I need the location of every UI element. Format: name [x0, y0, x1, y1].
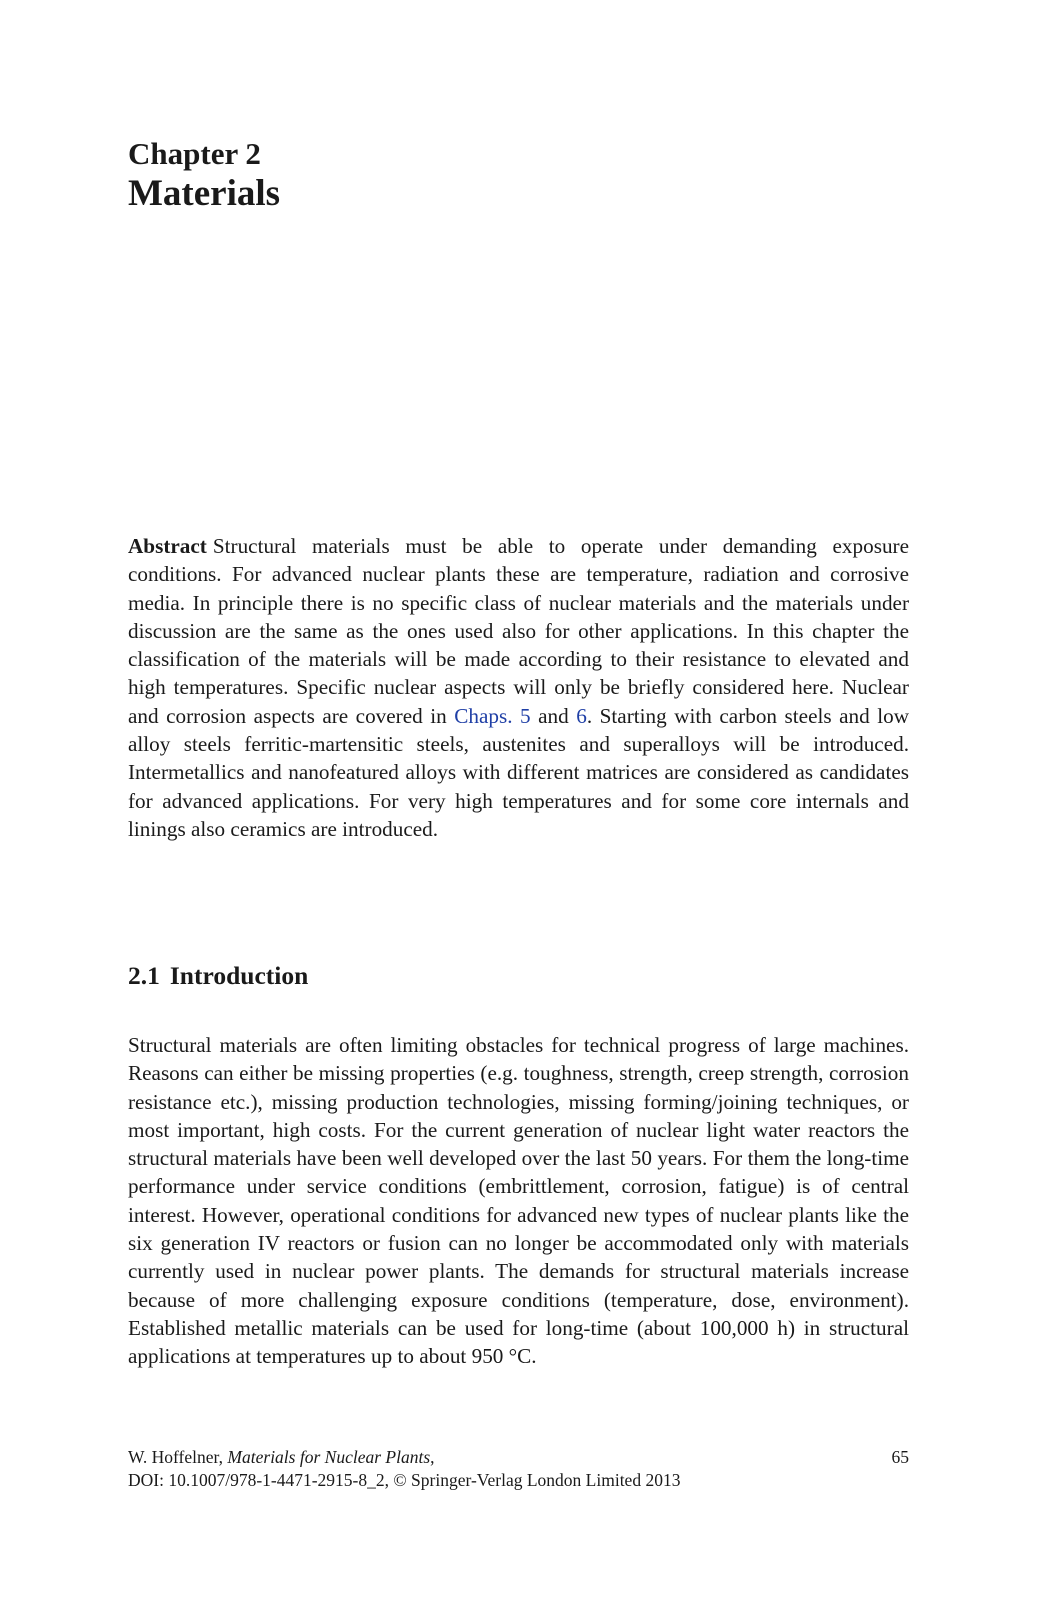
abstract-text-part3: . Starting with carbon steels and low alloy steels ferritic-martensitic steels, austenites and superalloys will be introduced. Intermetallics and nanofeatured alloys with different matrices are considered as candidates for advanced applications. For very high temperatures and for some core internals and linings also ceramics are introduced.: [128, 703, 909, 841]
footer-doi-line: DOI: 10.1007/978-1-4471-2915-8_2, © Springer-Verlag London Limited 2013: [128, 1470, 681, 1490]
abstract-text-part2: and: [530, 703, 577, 728]
chapter-6-link[interactable]: 6: [576, 703, 587, 728]
chapter-5-link[interactable]: Chaps. 5: [454, 703, 531, 728]
abstract-paragraph: [128, 532, 909, 843]
introduction-paragraph: Structural materials are often limiting obstacles for technical progress of large machines. Reasons can either be missing properties (e.g. toughness, strength, creep strength, corrosion resistance etc.), missing production technologies, missing forming/joining techniques, or most important, high costs. For the current generation of nuclear light water reactors the structural materials have been well developed over the last 50 years. For them the long-time performance under service conditions (embrittlement, corrosion, fatigue) is of central interest. However, operational conditions for advanced new types of nuclear plants like the six generation IV reactors or fusion can no longer be accommodated only with materials currently used in nuclear power plants. The demands for structural materials increase because of more challenging exposure conditions (temperature, dose, environment). Established metallic materials can be used for long-time (about 100,000 h) in structural applications at temperatures up to about 950 °C.: [128, 1033, 909, 1369]
footer-book-title: Materials for Nuclear Plants: [227, 1447, 431, 1467]
chapter-title: Materials: [128, 173, 281, 214]
footer-author: W. Hoffelner,: [128, 1447, 228, 1467]
section-title: Introduction: [169, 961, 309, 990]
abstract-text-part1: Structural materials must be able to operate under demanding exposure conditions. For advanced nuclear plants these are temperature, radiation and corrosive media. In principle there is no specific class of nuclear materials and the materials under discussion are the same as the ones used also for other applications. In this chapter the classification of the materials will be made according to their resistance to elevated and high temperatures. Specific nuclear aspects will only be briefly considered here. Nuclear and corrosion aspects are covered in: [128, 534, 909, 728]
footer-comma: ,: [430, 1447, 435, 1467]
footer-citation-line: [128, 1446, 909, 1469]
abstract-label: Abstract: [128, 534, 207, 558]
page-footer: [128, 1446, 909, 1492]
section-number: 2.1: [128, 961, 160, 990]
page-number: 65: [891, 1447, 909, 1467]
chapter-label: Chapter 2: [128, 136, 261, 171]
section-heading: [128, 959, 308, 993]
